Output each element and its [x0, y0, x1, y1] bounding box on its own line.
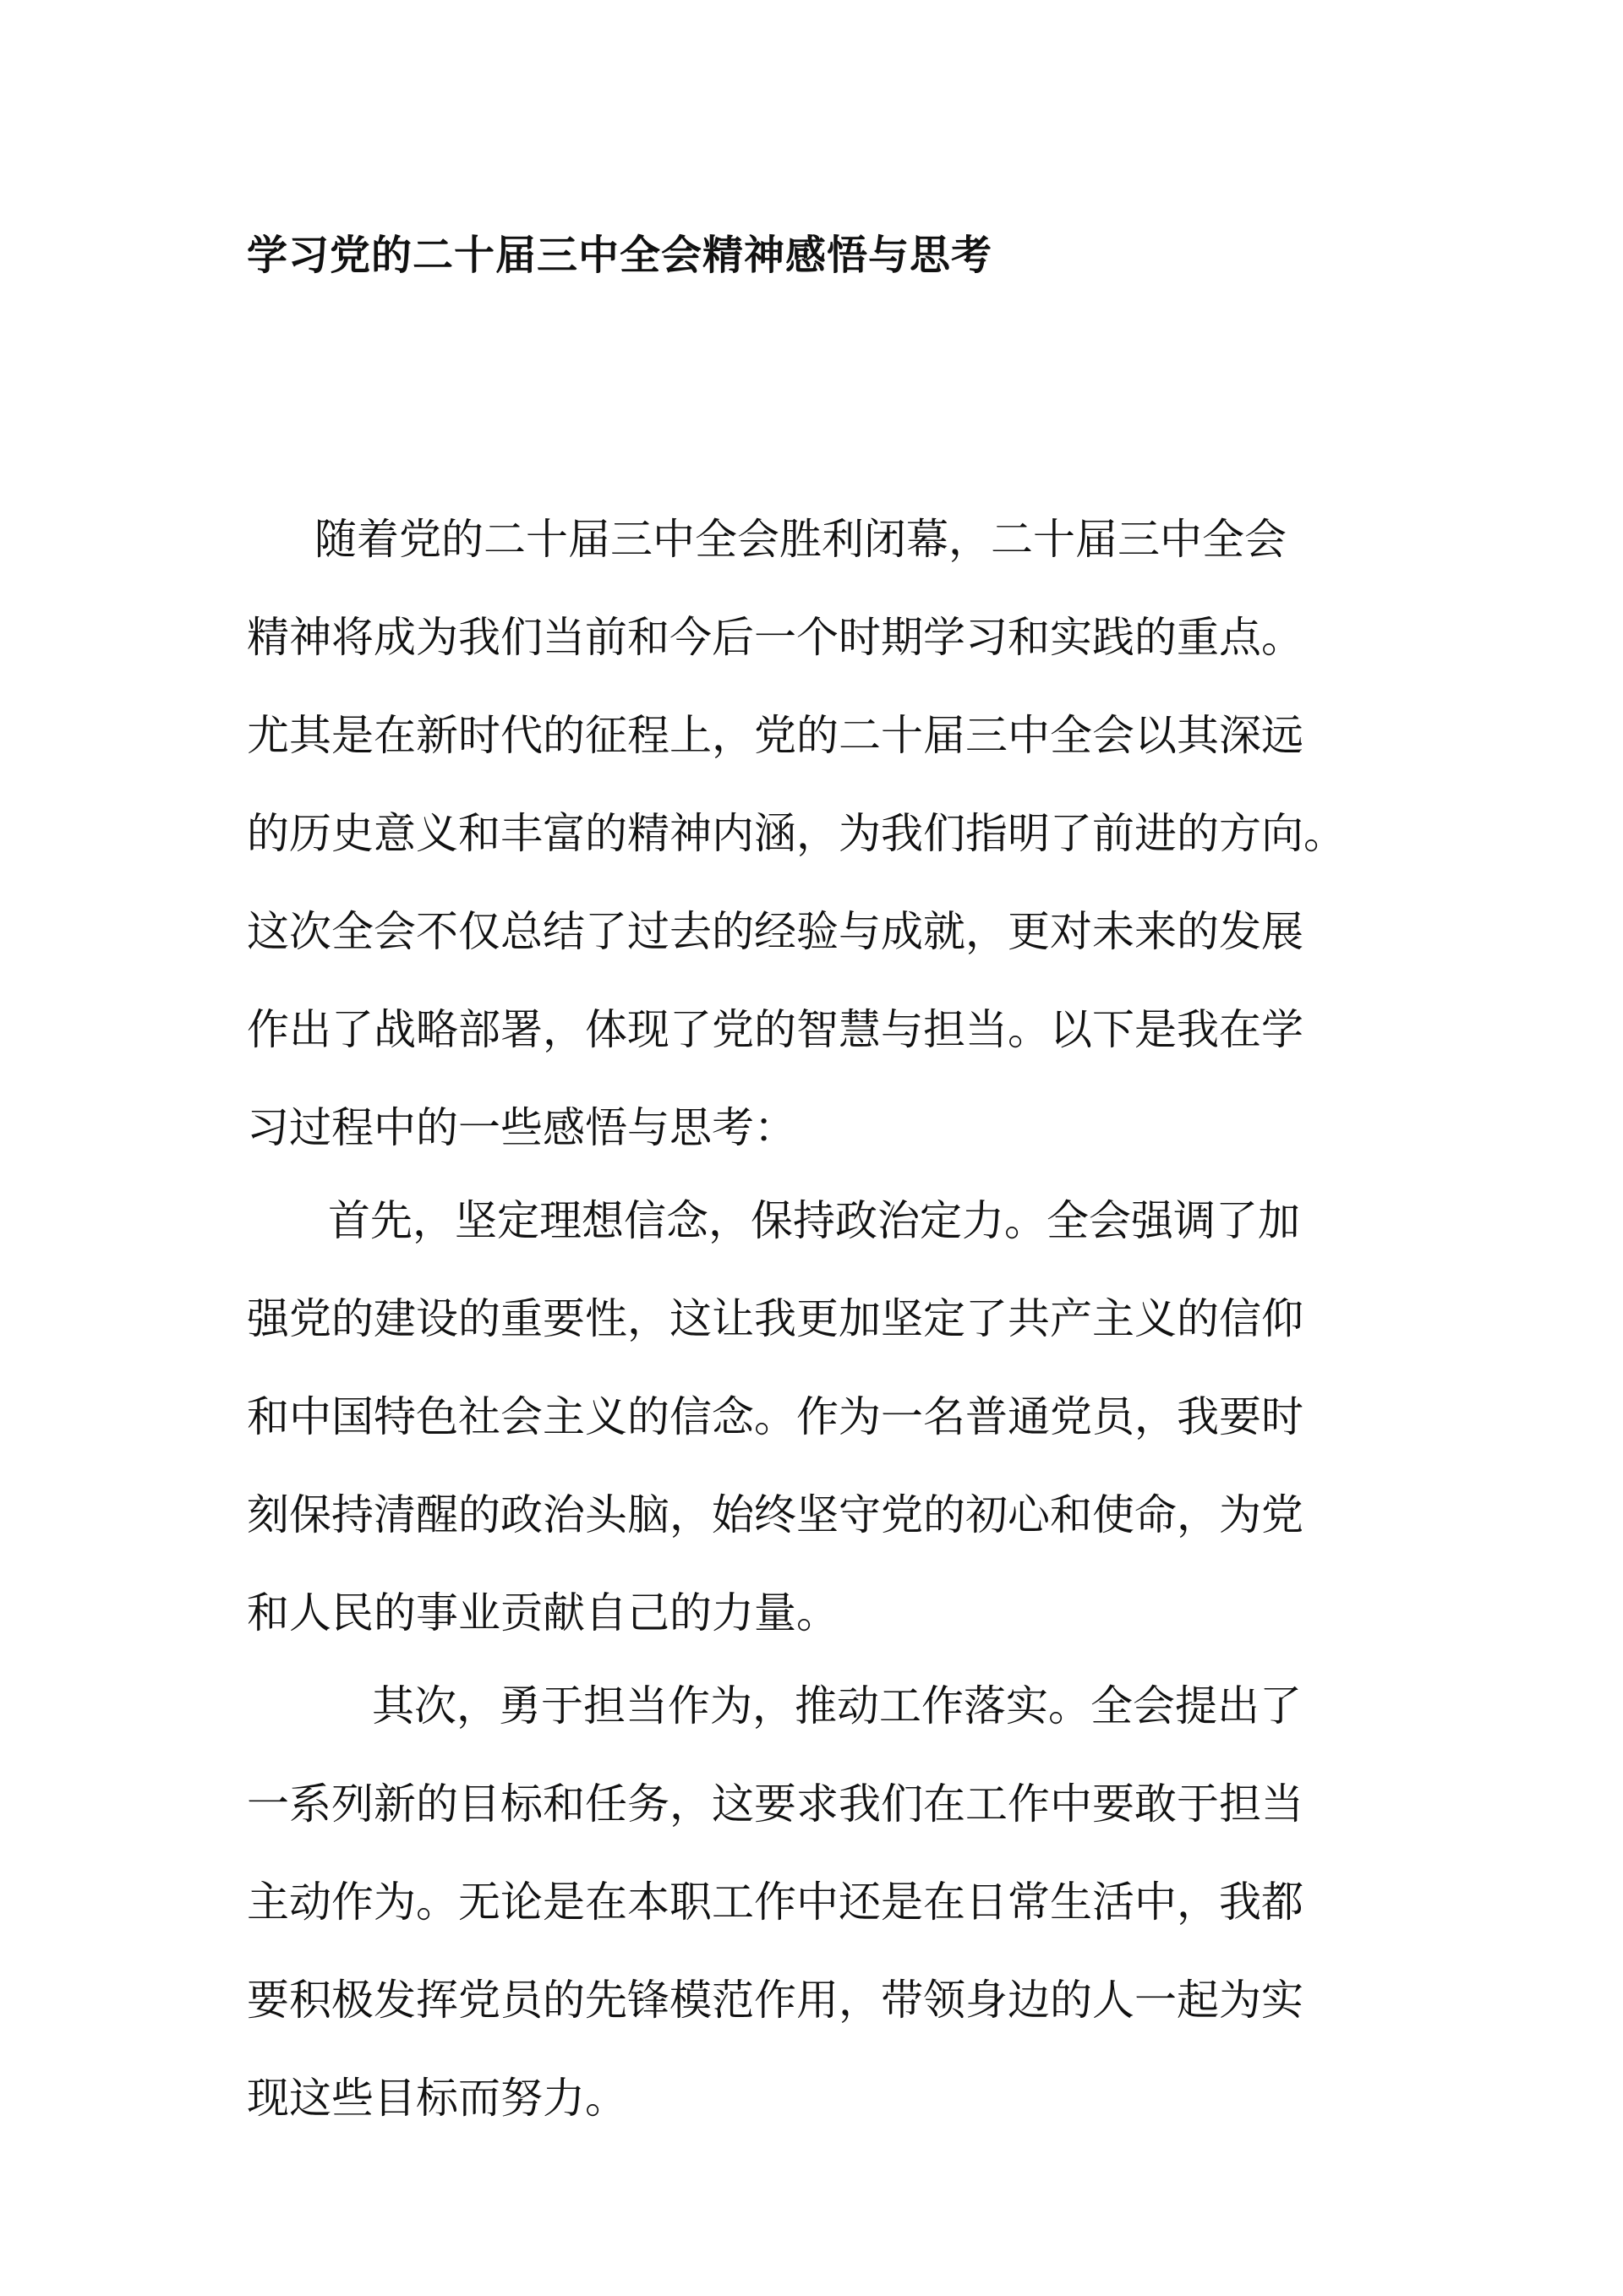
paragraph-line: 的历史意义和丰富的精神内涵，为我们指明了前进的方向。	[247, 809, 1346, 858]
paragraph-line: 现这些目标而努力。	[247, 2074, 627, 2123]
paragraph-line: 精神将成为我们当前和今后一个时期学习和实践的重点。	[247, 613, 1303, 662]
document-title: 学习党的二十届三中全会精神感悟与思考	[247, 232, 993, 279]
paragraph-line: 主动作为。无论是在本职工作中还是在日常生活中，我都	[247, 1878, 1303, 1927]
paragraph-line: 一系列新的目标和任务，这要求我们在工作中要敢于担当	[247, 1779, 1303, 1829]
paragraph-line: 尤其是在新时代的征程上，党的二十届三中全会以其深远	[247, 711, 1303, 760]
paragraph-second-point	[247, 1657, 1390, 2147]
paragraph-line: 习过程中的一些感悟与思考：	[247, 1103, 796, 1152]
paragraph-line: 强党的建设的重要性，这让我更加坚定了共产主义的信仰	[247, 1294, 1303, 1343]
paragraph-line: 随着党的二十届三中全会胜利闭幕，二十届三中全会	[314, 515, 1287, 564]
paragraph-line: 要积极发挥党员的先锋模范作用，带领身边的人一起为实	[247, 1976, 1303, 2025]
paragraph-line: 其次，勇于担当作为，推动工作落实。全会提出了	[372, 1681, 1302, 1730]
paragraph-line: 这次全会不仅总结了过去的经验与成就，更对未来的发展	[247, 907, 1303, 956]
paragraph-intro	[247, 490, 1390, 1177]
paragraph-first-point	[247, 1172, 1390, 1662]
paragraph-line: 和人民的事业贡献自己的力量。	[247, 1588, 839, 1637]
paragraph-line: 刻保持清醒的政治头脑，始终坚守党的初心和使命，为党	[247, 1490, 1303, 1539]
paragraph-line: 首先，坚定理想信念，保持政治定力。全会强调了加	[328, 1196, 1300, 1245]
paragraph-line: 和中国特色社会主义的信念。作为一名普通党员，我要时	[247, 1392, 1303, 1441]
paragraph-line: 作出了战略部署，体现了党的智慧与担当。以下是我在学	[247, 1005, 1303, 1054]
